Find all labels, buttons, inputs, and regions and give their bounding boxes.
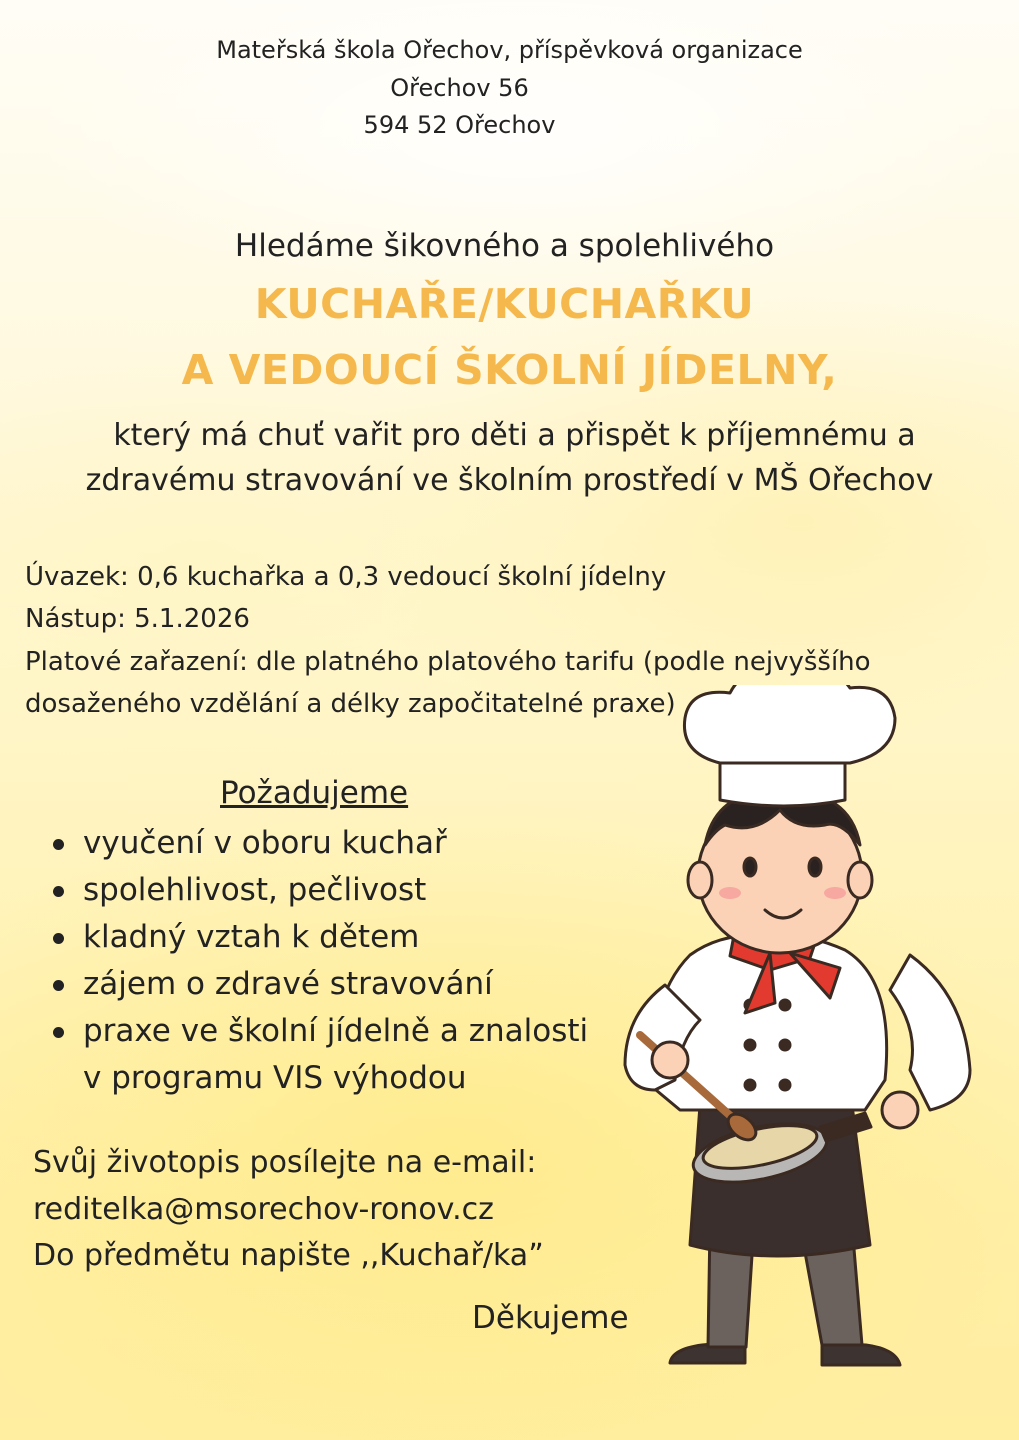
bullet-icon xyxy=(53,839,64,850)
chef-illustration xyxy=(610,685,1000,1385)
info-uvazek: Úvazek: 0,6 kuchařka a 0,3 vedoucí školní jídelny xyxy=(25,562,667,592)
headline-sub-1: který má chuť vařit pro děti a přispět k příjemnému a xyxy=(113,418,916,453)
headline-title-2: A VEDOUCÍ ŠKOLNÍ JÍDELNY, xyxy=(181,346,838,394)
headline-title-1: KUCHAŘE/KUCHAŘKU xyxy=(254,280,755,328)
requirements-list xyxy=(50,820,588,1102)
list-item: kladný vztah k dětem xyxy=(50,914,588,961)
bullet-icon xyxy=(53,980,64,991)
contact-instruction: Svůj životopis posílejte na e-mail: xyxy=(33,1145,537,1180)
list-item: vyučení v oboru kuchař xyxy=(50,820,588,867)
contact-subject: Do předmětu napište ,,Kuchař/ka” xyxy=(33,1238,544,1273)
requirements-title: Požadujeme xyxy=(220,775,409,811)
org-city: 594 52 Ořechov xyxy=(363,111,556,139)
headline-sub-2: zdravému stravování ve školním prostředí v MŠ Ořechov xyxy=(85,463,934,498)
bullet-icon xyxy=(53,933,64,944)
closing-thanks: Děkujeme xyxy=(472,1300,629,1336)
list-item: praxe ve školní jídelně a znalosti xyxy=(50,1008,588,1055)
headline-intro: Hledáme šikovného a spolehlivého xyxy=(234,228,775,264)
info-nastup: Nástup: 5.1.2026 xyxy=(25,604,250,634)
bullet-icon xyxy=(53,886,64,897)
list-item-continuation: v programu VIS výhodou xyxy=(83,1060,467,1096)
bullet-icon xyxy=(53,1027,64,1038)
org-street: Ořechov 56 xyxy=(390,74,529,102)
org-name: Mateřská škola Ořechov, příspěvková organizace xyxy=(216,36,803,64)
info-plat-1: Platové zařazení: dle platného platového tarifu (podle nejvyššího xyxy=(25,647,871,677)
list-item: zájem o zdravé stravování xyxy=(50,961,588,1008)
info-plat-2: dosaženého vzdělání a délky započitatelné praxe) xyxy=(25,689,676,719)
list-item: spolehlivost, pečlivost xyxy=(50,867,588,914)
contact-email[interactable]: reditelka@msorechov-ronov.cz xyxy=(33,1192,494,1227)
